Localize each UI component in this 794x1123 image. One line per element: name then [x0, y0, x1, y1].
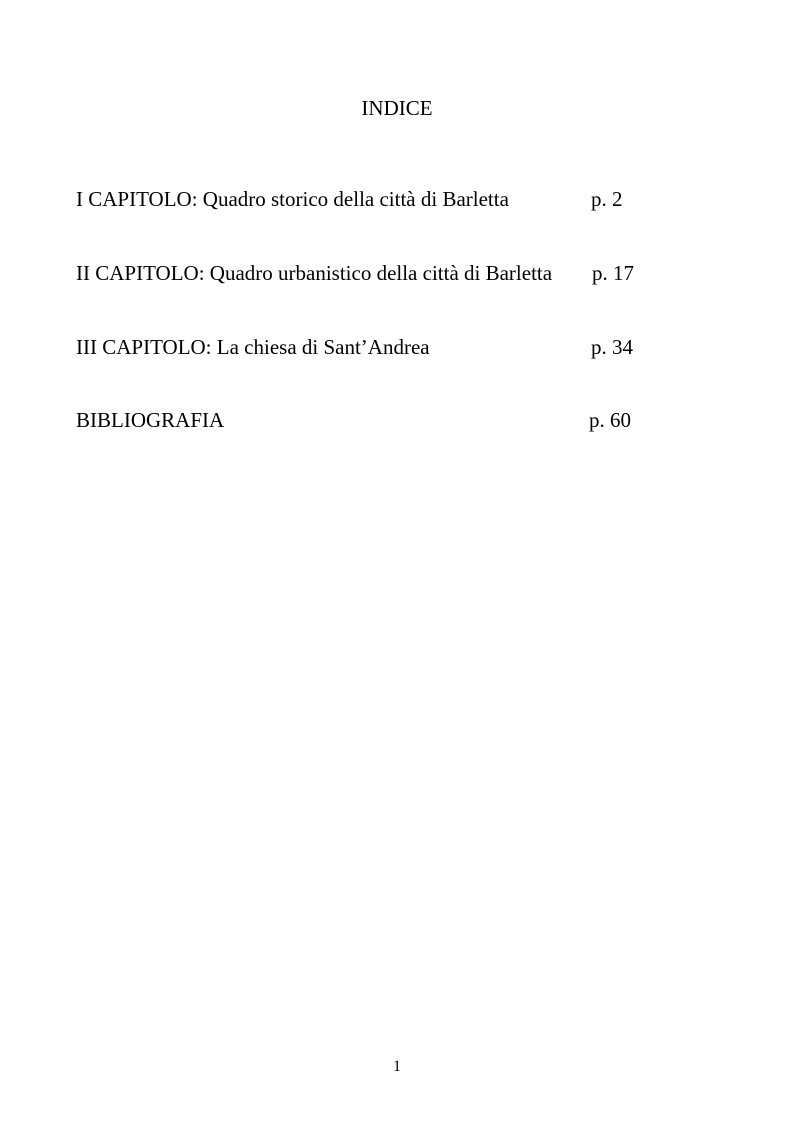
page-number: 1 [393, 1058, 401, 1075]
toc-entry-title: BIBLIOGRAFIA [76, 408, 225, 432]
toc-entry-chapter-1 [0, 186, 794, 212]
toc-entry-page: p. 34 [591, 335, 633, 359]
toc-entry-title: I CAPITOLO: Quadro storico della città di Barletta [76, 187, 509, 211]
page-title: INDICE [361, 96, 433, 120]
toc-entry-page: p. 60 [589, 408, 631, 432]
toc-entry-chapter-2 [0, 260, 794, 286]
toc-entry-page: p. 17 [592, 261, 634, 285]
toc-entry-title: III CAPITOLO: La chiesa di Sant’Andrea [76, 335, 430, 359]
toc-entry-title: II CAPITOLO: Quadro urbanistico della città di Barletta [76, 261, 553, 285]
toc-entry-page: p. 2 [591, 187, 623, 211]
toc-entry-bibliography [0, 407, 794, 433]
toc-entry-chapter-3 [0, 334, 794, 360]
